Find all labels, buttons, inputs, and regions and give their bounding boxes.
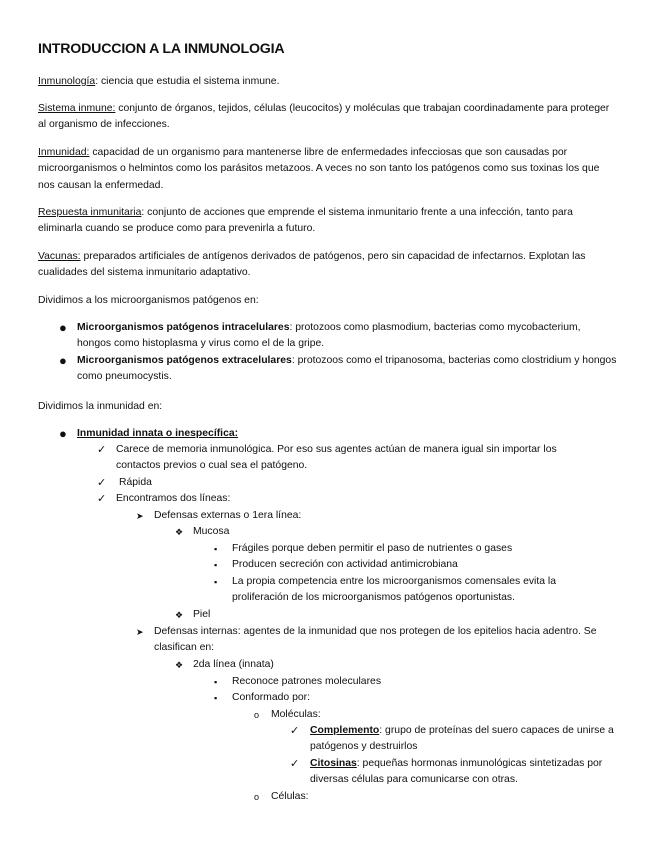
- arrow-icon: ➤: [136, 627, 144, 637]
- bullet-icon: ●: [59, 353, 67, 368]
- square-bullet-icon: ▪: [214, 693, 218, 703]
- page-title: INTRODUCCION A LA INMUNOLOGIA: [38, 41, 285, 57]
- definition-text: conjunto de órganos, tejidos, células (leucocitos) y moléculas que trabajan coordinadamente para proteger al organismo de infecciones.: [38, 103, 610, 131]
- definition-text: ciencia que estudia el sistema inmune.: [100, 76, 280, 87]
- citosinas-text: : pequeñas hormonas inmunológicas sintetizadas por diversas células para comunicarse con otras.: [310, 758, 603, 786]
- check-icon: ✓: [97, 444, 107, 456]
- piel-label: Piel: [193, 609, 211, 620]
- second-line-label: 2da línea (innata): [193, 659, 274, 670]
- definition-term: Sistema inmune:: [38, 103, 116, 114]
- innate-check-rapid: Rápida: [119, 477, 152, 488]
- complemento-text: : grupo de proteínas del suero capaces de unirse a patógenos y destruirlos: [310, 725, 614, 753]
- circle-bullet-icon: o: [254, 710, 260, 720]
- innate-check-memory: Carece de memoria inmunológica. Por eso sus agentes actúan de manera igual sin importar los contactos previos o cual sea el patógeno.: [116, 444, 557, 472]
- definition-vacunas: [38, 249, 616, 282]
- definition-term: Respuesta inmunitaria: [38, 207, 142, 218]
- mucosa-item: Producen secreción con actividad antimicrobiana: [232, 559, 458, 570]
- definition-separator: :: [141, 207, 148, 218]
- list-item-term: Microorganismos patógenos intracelulares: [77, 322, 290, 333]
- cells-label: Células:: [271, 791, 309, 802]
- definition-separator: :: [95, 76, 101, 87]
- intro-immunity: Dividimos la inmunidad en:: [38, 401, 163, 412]
- square-bullet-icon: ▪: [214, 577, 218, 587]
- diamond-icon: ❖: [175, 610, 184, 620]
- definition-term: Inmunología: [38, 76, 96, 87]
- complemento-item: [310, 723, 620, 756]
- citosinas-item: [310, 756, 620, 789]
- external-defenses: Defensas externas o 1era línea:: [154, 510, 302, 521]
- second-line-item: Reconoce patrones moleculares: [232, 676, 382, 687]
- innate-heading: Inmunidad innata o inespecífica:: [77, 428, 239, 439]
- circle-bullet-icon: o: [254, 792, 260, 802]
- check-icon: ✓: [290, 725, 300, 737]
- citosinas-term: Citosinas: [310, 758, 357, 769]
- list-item-text: : protozoos como plasmodium, bacterias como mycobacterium, hongos como histoplasma y virus como el de la gripe.: [77, 322, 581, 350]
- intro-microorganisms: Dividimos a los microorganismos patógenos en:: [38, 295, 259, 306]
- definition-text: preparados artificiales de antígenos derivados de patógenos, pero sin capacidad de infectarnos. Explotan las cualidades del sistema inmunitario adaptativo.: [38, 251, 586, 279]
- square-bullet-icon: ▪: [214, 560, 218, 570]
- diamond-icon: ❖: [175, 527, 184, 537]
- mucosa-item: Frágiles porque deben permitir el paso de nutrientes o gases: [232, 543, 513, 554]
- innate-check-lines: Encontramos dos líneas:: [116, 493, 231, 504]
- list-item-term: Microorganismos patógenos extracelulares: [77, 355, 292, 366]
- list-item-intracellular: [77, 320, 617, 353]
- diamond-icon: ❖: [175, 660, 184, 670]
- definition-text: conjunto de acciones que emprende el sistema inmunitario frente a una infección, tanto para eliminarla cuando se produce como para prevenirla a futuro.: [38, 207, 573, 235]
- check-icon: ✓: [290, 758, 300, 770]
- definition-term: Vacunas:: [38, 251, 81, 262]
- molecules-label: Moléculas:: [271, 709, 321, 720]
- definition-term: Inmunidad:: [38, 147, 90, 158]
- definition-sistema-inmune: [38, 101, 616, 134]
- arrow-icon: ➤: [136, 511, 144, 521]
- complemento-term: Complemento: [310, 725, 380, 736]
- bullet-icon: ●: [59, 426, 67, 441]
- square-bullet-icon: ▪: [214, 544, 218, 554]
- check-icon: ✓: [97, 493, 107, 505]
- definition-respuesta-inmunitaria: [38, 205, 616, 238]
- square-bullet-icon: ▪: [214, 677, 218, 687]
- list-item-extracellular: [77, 353, 617, 386]
- second-line-item: Conformado por:: [232, 692, 310, 703]
- mucosa-item: La propia competencia entre los microorganismos comensales evita la proliferación de los microorganismos patógenos oportunistas.: [232, 576, 557, 604]
- definition-inmunidad: [38, 145, 616, 194]
- internal-defenses: Defensas internas: agentes de la inmunidad que nos protegen de los epitelios hacia adentro. Se clasifican en:: [154, 626, 597, 654]
- definition-inmunologia: [38, 74, 616, 90]
- list-item-text: : protozoos como el tripanosoma, bacterias como clostridium y hongos como pneumocystis.: [77, 355, 617, 383]
- mucosa-label: Mucosa: [193, 526, 230, 537]
- bullet-icon: ●: [59, 320, 67, 335]
- check-icon: ✓: [97, 477, 107, 489]
- definition-text: capacidad de un organismo para mantenerse libre de enfermedades infecciosas que son causadas por microorganismos o helmintos como los parásitos metazoos. A veces no son tanto los patógenos como sus toxinas los que nos causan la enfermedad.: [38, 147, 600, 191]
